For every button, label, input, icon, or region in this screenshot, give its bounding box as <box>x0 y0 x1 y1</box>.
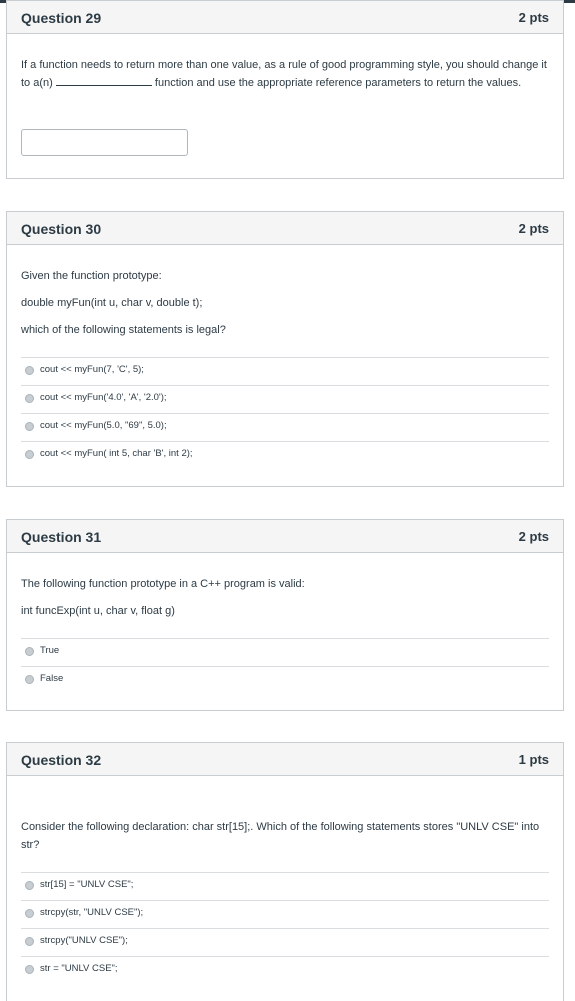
question-text <box>21 56 549 92</box>
radio-button[interactable] <box>25 366 34 375</box>
question-title: Question 32 <box>21 752 102 768</box>
question-text-line: double myFun(int u, char v, double t); <box>21 297 203 309</box>
answer-label: True <box>40 645 60 656</box>
answer-option[interactable] <box>21 666 549 694</box>
radio-button[interactable] <box>25 675 34 684</box>
question-points: 2 pts <box>518 529 549 544</box>
answer-list <box>21 872 549 984</box>
question-32 <box>6 742 564 1001</box>
answer-list <box>21 638 549 694</box>
answer-option[interactable] <box>21 385 549 413</box>
question-header <box>7 1 563 34</box>
radio-button[interactable] <box>25 394 34 403</box>
answer-label: strcpy(str, "UNLV CSE"); <box>40 907 144 918</box>
answer-label: str = "UNLV CSE"; <box>40 963 118 974</box>
answer-label: str[15] = "UNLV CSE"; <box>40 879 134 890</box>
answer-label: False <box>40 673 64 684</box>
answer-label: cout << myFun(7, 'C', 5); <box>40 364 144 375</box>
question-text-line: The following function prototype in a C++ program is valid: <box>21 578 305 590</box>
question-points: 2 pts <box>518 10 549 25</box>
question-title: Question 31 <box>21 529 102 545</box>
answer-label: strcpy("UNLV CSE"); <box>40 935 128 946</box>
answer-list <box>21 357 549 469</box>
radio-button[interactable] <box>25 909 34 918</box>
answer-label: cout << myFun(5.0, "69", 5.0); <box>40 420 167 431</box>
answer-option[interactable] <box>21 638 549 666</box>
answer-option[interactable] <box>21 872 549 900</box>
answer-option[interactable] <box>21 928 549 956</box>
question-text-after: function and use the appropriate reference parameters to return the values. <box>154 77 522 89</box>
question-text-line: Given the function prototype: <box>21 270 162 282</box>
answer-option[interactable] <box>21 357 549 385</box>
question-header <box>7 520 563 553</box>
radio-button[interactable] <box>25 937 34 946</box>
question-31 <box>6 519 564 711</box>
question-title: Question 29 <box>21 10 102 26</box>
answer-label: cout << myFun('4.0', 'A', '2.0'); <box>40 392 167 403</box>
question-points: 1 pts <box>518 752 549 767</box>
answer-option[interactable] <box>21 956 549 984</box>
answer-option[interactable] <box>21 441 549 469</box>
answer-label: cout << myFun( int 5, char 'B', int 2); <box>40 448 193 459</box>
question-30 <box>6 211 564 487</box>
radio-button[interactable] <box>25 965 34 974</box>
answer-input[interactable] <box>21 129 188 156</box>
question-text-line: which of the following statements is legal? <box>21 324 226 336</box>
question-header <box>7 212 563 245</box>
question-points: 2 pts <box>518 221 549 236</box>
answer-option[interactable] <box>21 413 549 441</box>
blank-line <box>56 75 152 86</box>
answer-option[interactable] <box>21 900 549 928</box>
question-text-line: Consider the following declaration: char str[15];. Which of the following statements stores "UNLV CSE" into str? <box>21 821 540 851</box>
question-text-before: If a function needs to return more than one value, as a rule of good programming style, you should change it to a(n) <box>21 59 547 89</box>
radio-button[interactable] <box>25 422 34 431</box>
radio-button[interactable] <box>25 881 34 890</box>
question-29 <box>6 0 564 179</box>
question-header <box>7 743 563 776</box>
radio-button[interactable] <box>25 450 34 459</box>
question-title: Question 30 <box>21 221 102 237</box>
question-text-line: int funcExp(int u, char v, float g) <box>21 605 175 617</box>
radio-button[interactable] <box>25 647 34 656</box>
